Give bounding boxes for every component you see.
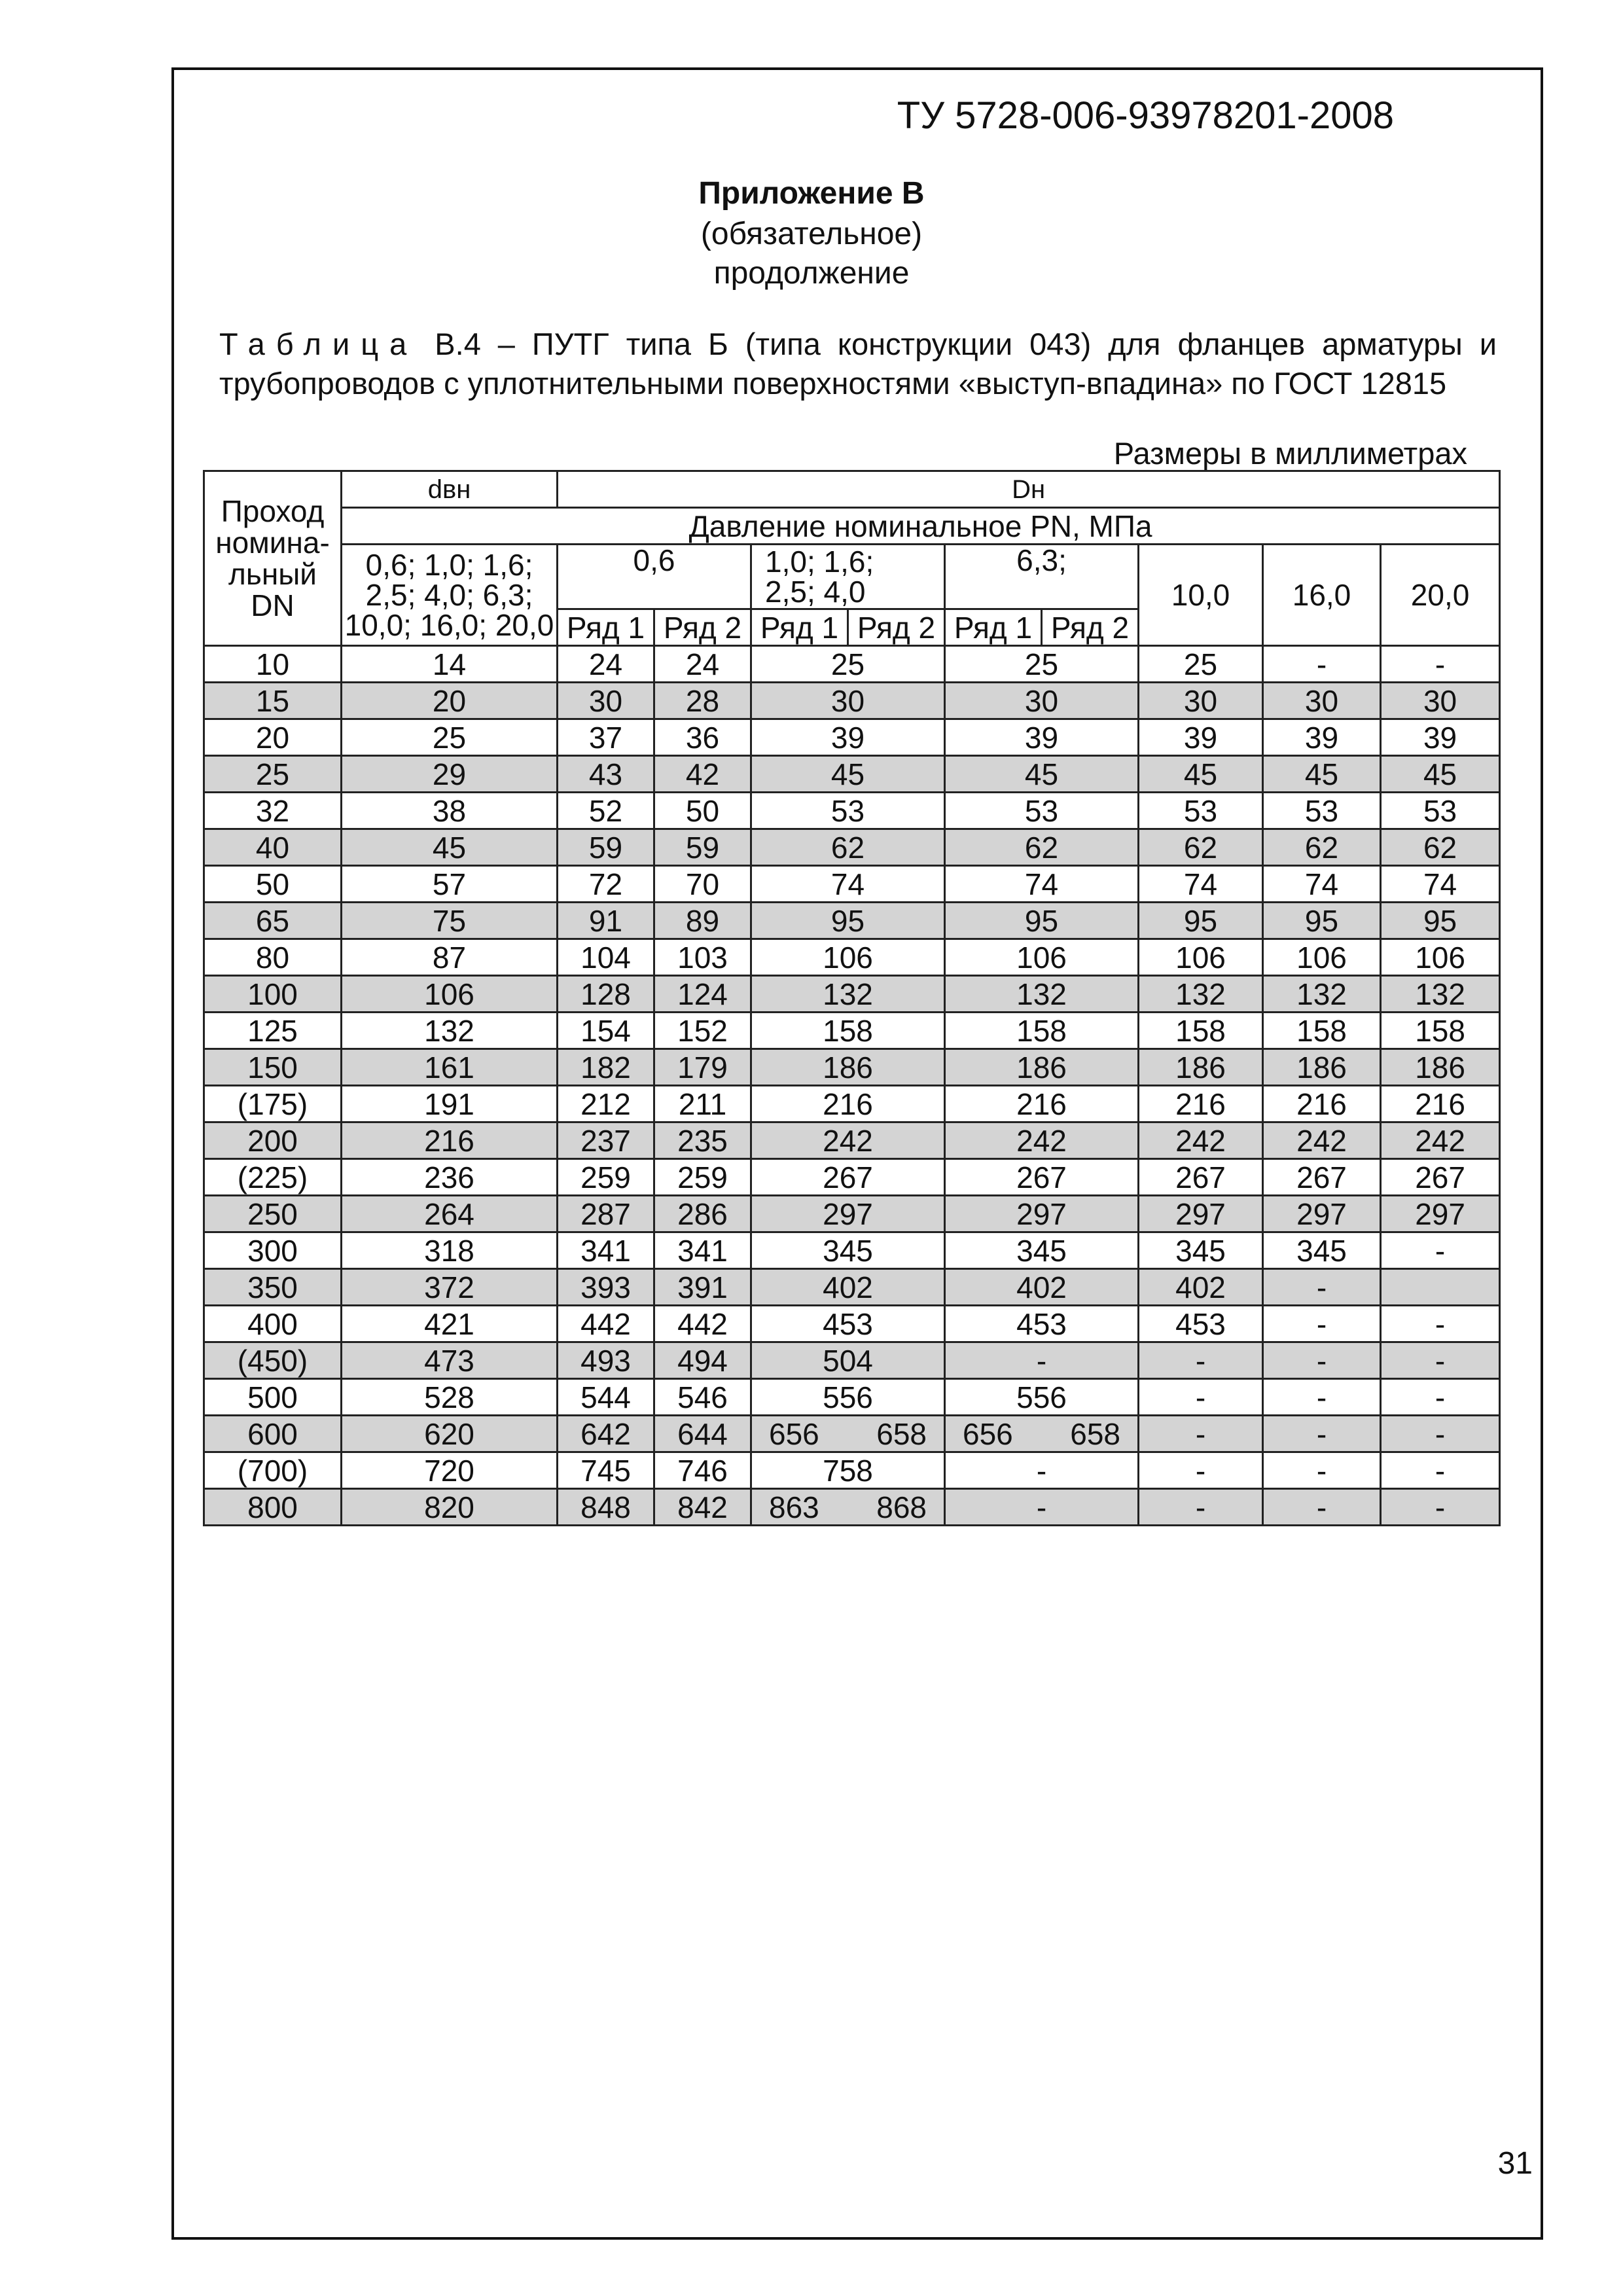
cell-pn63: 242 — [945, 1122, 1139, 1159]
cell-pn160: - — [1263, 1489, 1381, 1526]
cell-pn63: 345 — [945, 1232, 1139, 1269]
cell-pn200: 95 — [1381, 903, 1500, 939]
cell-dn: (225) — [204, 1159, 342, 1196]
table-row — [204, 793, 1500, 829]
cell-pn160: 216 — [1263, 1086, 1381, 1122]
cell-pn10-40: 62 — [751, 829, 945, 866]
cell-pn200: 106 — [1381, 939, 1500, 976]
cell-pn10-40: 216 — [751, 1086, 945, 1122]
cell-pn200: - — [1381, 1379, 1500, 1416]
cell-pn160: - — [1263, 1379, 1381, 1416]
cell-pn06-row1: 493 — [558, 1342, 654, 1379]
cell-d-inner: 372 — [342, 1269, 558, 1306]
cell-d-inner: 25 — [342, 719, 558, 756]
cell-pn100: 242 — [1139, 1122, 1263, 1159]
caption-label: Таблица — [219, 327, 418, 361]
table-row — [204, 866, 1500, 903]
cell-pn100: - — [1139, 1342, 1263, 1379]
cell-pn160: - — [1263, 1269, 1381, 1306]
header-pressure: Давление номинальное PN, МПа — [342, 508, 1500, 545]
header-pn-200: 20,0 — [1381, 545, 1500, 646]
cell-dn: 65 — [204, 903, 342, 939]
cell-pn63 — [945, 1416, 1139, 1452]
cell-pn06-row2: 24 — [654, 646, 751, 683]
table-row — [204, 1452, 1500, 1489]
cell-pn06-row2: 70 — [654, 866, 751, 903]
cell-d-inner: 161 — [342, 1049, 558, 1086]
cell-pn10-40: 30 — [751, 683, 945, 719]
cell-d-inner: 57 — [342, 866, 558, 903]
cell-pn100: 402 — [1139, 1269, 1263, 1306]
cell-pn06-row1: 745 — [558, 1452, 654, 1489]
cell-pn160: - — [1263, 1342, 1381, 1379]
cell-pn100: 45 — [1139, 756, 1263, 793]
cell-pn100: - — [1139, 1379, 1263, 1416]
cell-pn160: 106 — [1263, 939, 1381, 976]
cell-pn10-40: 45 — [751, 756, 945, 793]
cell-pn160: 186 — [1263, 1049, 1381, 1086]
cell-pn160: 267 — [1263, 1159, 1381, 1196]
cell-pn06-row2: 442 — [654, 1306, 751, 1342]
cell-pn06-row2: 50 — [654, 793, 751, 829]
cell-pn63: 95 — [945, 903, 1139, 939]
table-row — [204, 1122, 1500, 1159]
cell-pn160: 45 — [1263, 756, 1381, 793]
cell-d-inner: 216 — [342, 1122, 558, 1159]
cell-d-inner: 45 — [342, 829, 558, 866]
cell-d-inner: 106 — [342, 976, 558, 1013]
cell-pn100: 453 — [1139, 1306, 1263, 1342]
cell-d-inner: 318 — [342, 1232, 558, 1269]
cell-pn63: 30 — [945, 683, 1139, 719]
table-row — [204, 683, 1500, 719]
page-number: 31 — [1497, 2146, 1533, 2181]
cell-pn63: 186 — [945, 1049, 1139, 1086]
cell-pn06-row1: 237 — [558, 1122, 654, 1159]
cell-dn: 40 — [204, 829, 342, 866]
cell-pn10-40: 106 — [751, 939, 945, 976]
cell-pn06-row2: 286 — [654, 1196, 751, 1232]
cell-pn200: 53 — [1381, 793, 1500, 829]
table-row — [204, 1416, 1500, 1452]
cell-d-inner: 29 — [342, 756, 558, 793]
cell-pn10-40: 402 — [751, 1269, 945, 1306]
cell-pn06-row2: 341 — [654, 1232, 751, 1269]
cell-pn63: 267 — [945, 1159, 1139, 1196]
cell-value: 656 — [769, 1416, 819, 1451]
cell-pn200: - — [1381, 1452, 1500, 1489]
cell-d-inner: 620 — [342, 1416, 558, 1452]
cell-d-inner: 132 — [342, 1013, 558, 1049]
table-row — [204, 903, 1500, 939]
cell-dn: 10 — [204, 646, 342, 683]
cell-d-inner: 528 — [342, 1379, 558, 1416]
appendix-status: (обязательное) — [700, 217, 923, 251]
cell-pn63: 39 — [945, 719, 1139, 756]
cell-dn: 32 — [204, 793, 342, 829]
cell-pn200: 39 — [1381, 719, 1500, 756]
cell-pn06-row2: 746 — [654, 1452, 751, 1489]
cell-value: 656 — [963, 1416, 1013, 1451]
cell-pn63: 53 — [945, 793, 1139, 829]
cell-pn10-40: 758 — [751, 1452, 945, 1489]
cell-pn10-40: 242 — [751, 1122, 945, 1159]
cell-pn63: 453 — [945, 1306, 1139, 1342]
cell-pn160: 95 — [1263, 903, 1381, 939]
cell-pn200: 132 — [1381, 976, 1500, 1013]
cell-pn63: 25 — [945, 646, 1139, 683]
cell-pn10-40 — [751, 1416, 945, 1452]
cell-pn100: 216 — [1139, 1086, 1263, 1122]
cell-pn06-row1: 544 — [558, 1379, 654, 1416]
cell-d-inner: 38 — [342, 793, 558, 829]
cell-pn100: 158 — [1139, 1013, 1263, 1049]
cell-pn200: - — [1381, 1232, 1500, 1269]
cell-pn06-row2: 494 — [654, 1342, 751, 1379]
cell-pn200: 158 — [1381, 1013, 1500, 1049]
cell-pn63: 297 — [945, 1196, 1139, 1232]
cell-pn100: - — [1139, 1416, 1263, 1452]
cell-pn160: 62 — [1263, 829, 1381, 866]
cell-pn06-row1: 24 — [558, 646, 654, 683]
table-caption — [219, 325, 1497, 403]
cell-pn100: 297 — [1139, 1196, 1263, 1232]
cell-pn100: 62 — [1139, 829, 1263, 866]
cell-pn06-row2: 644 — [654, 1416, 751, 1452]
cell-pn200: 242 — [1381, 1122, 1500, 1159]
cell-pn06-row2: 59 — [654, 829, 751, 866]
cell-pn200: - — [1381, 1342, 1500, 1379]
cell-pn200: - — [1381, 1489, 1500, 1526]
cell-pn06-row2: 235 — [654, 1122, 751, 1159]
cell-pn100: 39 — [1139, 719, 1263, 756]
cell-pn160: - — [1263, 1306, 1381, 1342]
cell-pn63: 62 — [945, 829, 1139, 866]
table-row — [204, 756, 1500, 793]
cell-dn: 20 — [204, 719, 342, 756]
cell-pn06-row1: 104 — [558, 939, 654, 976]
cell-d-inner: 473 — [342, 1342, 558, 1379]
cell-pn63: 158 — [945, 1013, 1139, 1049]
cell-pn200: - — [1381, 1416, 1500, 1452]
gasket-dimensions-table — [203, 470, 1501, 1526]
cell-pn06-row2: 179 — [654, 1049, 751, 1086]
cell-pn10-40: 25 — [751, 646, 945, 683]
cell-pn10-40: 74 — [751, 866, 945, 903]
cell-d-inner: 14 — [342, 646, 558, 683]
cell-pn10-40: 53 — [751, 793, 945, 829]
document-code: ТУ 5728-006-93978201-2008 — [897, 94, 1394, 137]
header-d-inner-pn: 0,6; 1,0; 1,6; 2,5; 4,0; 6,3; 10,0; 16,0; 20,0 — [342, 545, 558, 646]
cell-pn10-40: 186 — [751, 1049, 945, 1086]
cell-pn10-40 — [751, 1489, 945, 1526]
cell-pn06-row2: 89 — [654, 903, 751, 939]
cell-pn10-40: 267 — [751, 1159, 945, 1196]
cell-pn160: 30 — [1263, 683, 1381, 719]
cell-pn63: 45 — [945, 756, 1139, 793]
cell-dn: 400 — [204, 1306, 342, 1342]
cell-dn: 150 — [204, 1049, 342, 1086]
cell-pn06-row2: 842 — [654, 1489, 751, 1526]
cell-dn: (450) — [204, 1342, 342, 1379]
table-row — [204, 829, 1500, 866]
table-row — [204, 1269, 1500, 1306]
cell-dn: 25 — [204, 756, 342, 793]
cell-pn200: 62 — [1381, 829, 1500, 866]
cell-value: 658 — [1070, 1416, 1120, 1451]
cell-d-inner: 236 — [342, 1159, 558, 1196]
header-d-outer: Dн — [558, 471, 1500, 508]
table-row — [204, 1306, 1500, 1342]
cell-dn: 100 — [204, 976, 342, 1013]
cell-dn: 250 — [204, 1196, 342, 1232]
cell-pn100: - — [1139, 1452, 1263, 1489]
header-row1: Ряд 1 — [751, 609, 848, 646]
cell-pn100: 106 — [1139, 939, 1263, 976]
cell-pn160: 345 — [1263, 1232, 1381, 1269]
table-row — [204, 1379, 1500, 1416]
cell-pn160: 297 — [1263, 1196, 1381, 1232]
cell-pn200: 186 — [1381, 1049, 1500, 1086]
cell-pn10-40: 158 — [751, 1013, 945, 1049]
header-pn-10-40: 1,0; 1,6; 2,5; 4,0 — [751, 545, 945, 609]
cell-pn06-row1: 59 — [558, 829, 654, 866]
cell-pn06-row2: 124 — [654, 976, 751, 1013]
header-row2: Ряд 2 — [848, 609, 945, 646]
cell-pn63: 74 — [945, 866, 1139, 903]
table-row — [204, 976, 1500, 1013]
cell-pn06-row2: 28 — [654, 683, 751, 719]
cell-pn63: 106 — [945, 939, 1139, 976]
appendix-continuation: продолжение — [713, 256, 910, 291]
table-row — [204, 1159, 1500, 1196]
cell-pn06-row2: 391 — [654, 1269, 751, 1306]
header-dn: Проход номина-льный DN — [204, 471, 342, 646]
table-row — [204, 1196, 1500, 1232]
cell-pn06-row2: 42 — [654, 756, 751, 793]
cell-pn160: 74 — [1263, 866, 1381, 903]
cell-d-inner: 421 — [342, 1306, 558, 1342]
table-row — [204, 939, 1500, 976]
cell-dn: 80 — [204, 939, 342, 976]
cell-pn200: 45 — [1381, 756, 1500, 793]
header-pn-100: 10,0 — [1139, 545, 1263, 646]
table-row — [204, 1013, 1500, 1049]
cell-value: 863 — [769, 1490, 819, 1524]
cell-pn10-40: 297 — [751, 1196, 945, 1232]
cell-pn100: 186 — [1139, 1049, 1263, 1086]
header-pn-63: 6,3; — [945, 545, 1139, 609]
cell-dn: 800 — [204, 1489, 342, 1526]
cell-d-inner: 264 — [342, 1196, 558, 1232]
table-row — [204, 1489, 1500, 1526]
appendix-title: Приложение В — [698, 176, 925, 211]
cell-pn06-row1: 341 — [558, 1232, 654, 1269]
cell-pn06-row1: 212 — [558, 1086, 654, 1122]
table-body — [204, 646, 1500, 1526]
cell-pn63: - — [945, 1342, 1139, 1379]
cell-pn100: 345 — [1139, 1232, 1263, 1269]
cell-value: 868 — [876, 1490, 927, 1524]
header-row2: Ряд 2 — [654, 609, 751, 646]
table-row — [204, 719, 1500, 756]
cell-pn63: 556 — [945, 1379, 1139, 1416]
table-row — [204, 1049, 1500, 1086]
cell-pn10-40: 132 — [751, 976, 945, 1013]
cell-pn06-row1: 442 — [558, 1306, 654, 1342]
cell-pn06-row1: 52 — [558, 793, 654, 829]
header-row1: Ряд 1 — [558, 609, 654, 646]
table-row — [204, 1232, 1500, 1269]
cell-pn160: 39 — [1263, 719, 1381, 756]
cell-pn160: - — [1263, 646, 1381, 683]
cell-pn160: - — [1263, 1452, 1381, 1489]
cell-pn100: 267 — [1139, 1159, 1263, 1196]
cell-d-inner: 87 — [342, 939, 558, 976]
cell-pn06-row2: 259 — [654, 1159, 751, 1196]
cell-d-inner: 75 — [342, 903, 558, 939]
cell-pn06-row2: 211 — [654, 1086, 751, 1122]
cell-pn63: - — [945, 1452, 1139, 1489]
table-header — [204, 471, 1500, 646]
cell-d-inner: 191 — [342, 1086, 558, 1122]
units-note: Размеры в миллиметрах — [1113, 436, 1467, 471]
cell-d-inner: 720 — [342, 1452, 558, 1489]
table-row — [204, 1342, 1500, 1379]
cell-pn10-40: 95 — [751, 903, 945, 939]
header-row2: Ряд 2 — [1042, 609, 1139, 646]
cell-pn100: - — [1139, 1489, 1263, 1526]
cell-dn: 50 — [204, 866, 342, 903]
cell-pn06-row2: 152 — [654, 1013, 751, 1049]
cell-pn06-row1: 91 — [558, 903, 654, 939]
cell-value: 658 — [876, 1416, 927, 1451]
cell-pn100: 132 — [1139, 976, 1263, 1013]
header-pn-160: 16,0 — [1263, 545, 1381, 646]
cell-dn: 600 — [204, 1416, 342, 1452]
table-row — [204, 1086, 1500, 1122]
cell-pn100: 74 — [1139, 866, 1263, 903]
cell-pn06-row1: 393 — [558, 1269, 654, 1306]
cell-pn06-row1: 259 — [558, 1159, 654, 1196]
cell-pn06-row2: 36 — [654, 719, 751, 756]
cell-pn06-row1: 182 — [558, 1049, 654, 1086]
header-d-inner: dвн — [342, 471, 558, 508]
cell-pn100: 30 — [1139, 683, 1263, 719]
cell-pn160: 158 — [1263, 1013, 1381, 1049]
cell-pn06-row1: 848 — [558, 1489, 654, 1526]
cell-pn06-row2: 546 — [654, 1379, 751, 1416]
cell-pn200: 30 — [1381, 683, 1500, 719]
cell-pn06-row1: 43 — [558, 756, 654, 793]
cell-dn: 125 — [204, 1013, 342, 1049]
cell-pn160: 53 — [1263, 793, 1381, 829]
cell-d-inner: 20 — [342, 683, 558, 719]
cell-d-inner: 820 — [342, 1489, 558, 1526]
cell-pn100: 95 — [1139, 903, 1263, 939]
cell-pn06-row1: 72 — [558, 866, 654, 903]
cell-pn200: 267 — [1381, 1159, 1500, 1196]
cell-pn10-40: 345 — [751, 1232, 945, 1269]
cell-pn100: 53 — [1139, 793, 1263, 829]
cell-pn10-40: 556 — [751, 1379, 945, 1416]
cell-pn63: 216 — [945, 1086, 1139, 1122]
header-row1: Ряд 1 — [945, 609, 1042, 646]
cell-pn200: 297 — [1381, 1196, 1500, 1232]
cell-pn63: 402 — [945, 1269, 1139, 1306]
cell-pn63: 132 — [945, 976, 1139, 1013]
cell-pn200: - — [1381, 646, 1500, 683]
cell-pn200: - — [1381, 1306, 1500, 1342]
cell-pn160: 132 — [1263, 976, 1381, 1013]
table-row — [204, 646, 1500, 683]
cell-pn160: 242 — [1263, 1122, 1381, 1159]
cell-dn: 350 — [204, 1269, 342, 1306]
cell-pn06-row1: 30 — [558, 683, 654, 719]
cell-dn: 300 — [204, 1232, 342, 1269]
cell-pn06-row1: 287 — [558, 1196, 654, 1232]
cell-pn200 — [1381, 1269, 1500, 1306]
cell-dn: (175) — [204, 1086, 342, 1122]
caption-text: В.4 – ПУТГ типа Б (типа конструкции 043) для фланцев арматуры и трубопроводов с уплотнительными поверхностями «выступ-впадина» по ГОСТ 12815 — [219, 327, 1497, 401]
cell-pn63: - — [945, 1489, 1139, 1526]
cell-dn: 15 — [204, 683, 342, 719]
cell-pn06-row2: 103 — [654, 939, 751, 976]
cell-dn: (700) — [204, 1452, 342, 1489]
cell-pn06-row1: 128 — [558, 976, 654, 1013]
cell-dn: 500 — [204, 1379, 342, 1416]
header-pn-06: 0,6 — [558, 545, 751, 609]
cell-pn200: 74 — [1381, 866, 1500, 903]
cell-pn06-row1: 37 — [558, 719, 654, 756]
cell-pn10-40: 39 — [751, 719, 945, 756]
cell-dn: 200 — [204, 1122, 342, 1159]
cell-pn100: 25 — [1139, 646, 1263, 683]
cell-pn160: - — [1263, 1416, 1381, 1452]
cell-pn06-row1: 154 — [558, 1013, 654, 1049]
cell-pn200: 216 — [1381, 1086, 1500, 1122]
cell-pn06-row1: 642 — [558, 1416, 654, 1452]
cell-pn10-40: 453 — [751, 1306, 945, 1342]
cell-pn10-40: 504 — [751, 1342, 945, 1379]
